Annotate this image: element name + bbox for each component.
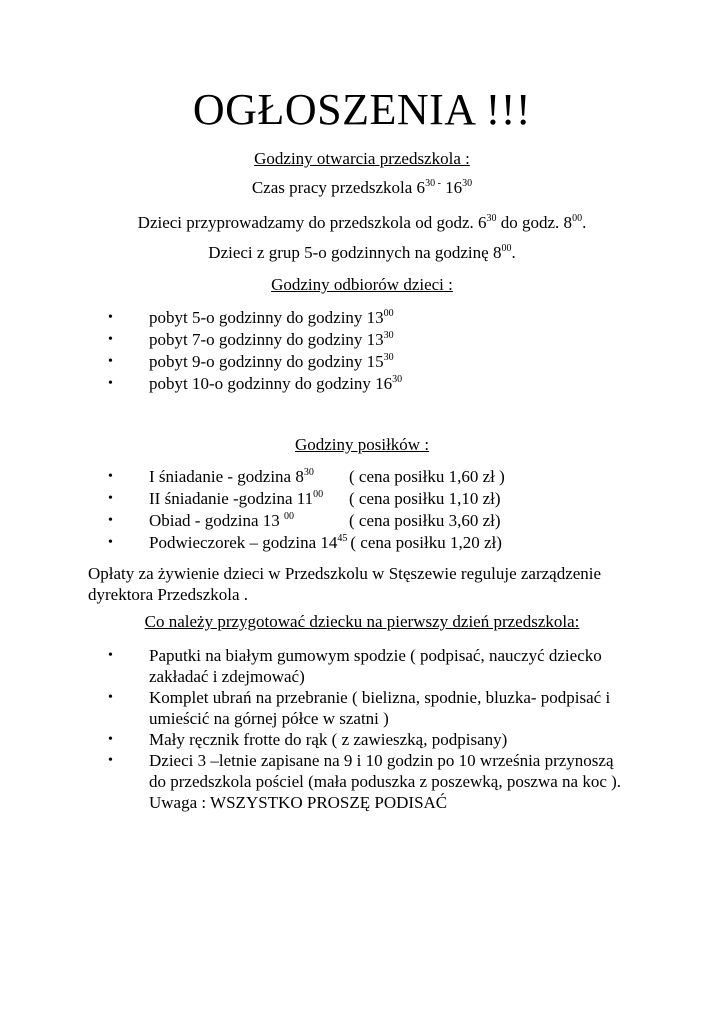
list-item xyxy=(108,532,505,554)
work-hours-sup-end: 30 xyxy=(462,178,473,189)
meal-sup: 00 xyxy=(284,511,295,522)
fees-note: Opłaty za żywienie dzieci w Przedszkolu w Stęszewie reguluje zarządzenie dyrektora Przedszkola . xyxy=(88,564,602,604)
meal-sup: 30 xyxy=(303,467,314,478)
list-item xyxy=(108,510,505,532)
list-item xyxy=(108,466,505,488)
bullet-icon: • xyxy=(108,491,113,506)
list-item xyxy=(108,729,628,750)
list-item xyxy=(108,750,628,813)
five-hour-line xyxy=(0,242,724,264)
pickup-item-sup: 30 xyxy=(383,352,394,363)
bullet-icon: • xyxy=(108,332,113,347)
meal-name xyxy=(149,510,349,532)
drop-off-sup-start: 30 xyxy=(486,213,497,224)
list-item xyxy=(108,373,402,395)
meal-sup: 45 xyxy=(337,533,348,544)
prepare-list xyxy=(108,645,628,813)
pickup-heading: Godziny odbiorów dzieci : xyxy=(271,275,453,294)
meal-text: II śniadanie -godzina 11 xyxy=(149,489,314,508)
prepare-item-text: Komplet ubrań na przebranie ( bielizna, spodnie, bluzka- podpisać i umieścić na górnej półce w szatni ) xyxy=(149,688,611,728)
meal-sup: 00 xyxy=(313,489,324,500)
list-item xyxy=(108,645,628,687)
list-item xyxy=(108,329,402,351)
bullet-icon: • xyxy=(108,648,113,663)
drop-off-text: Dzieci przyprowadzamy do przedszkola od godz. 6 xyxy=(137,213,487,232)
prepare-item-text: Paputki na białym gumowym spodzie ( podpisać, nauczyć dziecko zakładać i zdejmować) xyxy=(149,646,602,686)
pickup-item-text: pobyt 9-o godzinny do godziny 15 xyxy=(149,352,384,371)
work-hours-line xyxy=(0,177,724,199)
pickup-list xyxy=(108,307,402,395)
meal-price: ( cena posiłku 1,60 zł ) xyxy=(349,467,505,486)
list-item xyxy=(108,687,628,729)
bullet-icon: • xyxy=(108,753,113,768)
list-item xyxy=(108,307,402,329)
pickup-item-sup: 00 xyxy=(383,308,394,319)
meals-heading: Godziny posiłków : xyxy=(294,435,430,454)
bullet-icon: • xyxy=(108,732,113,747)
bullet-icon: • xyxy=(108,376,113,391)
meal-text: I śniadanie - godzina 8 xyxy=(149,467,304,486)
meal-name xyxy=(149,466,349,488)
pickup-item-text: pobyt 7-o godzinny do godziny 13 xyxy=(149,330,384,349)
prepare-note-text: Uwaga : WSZYSTKO PROSZĘ PODISAĆ xyxy=(149,793,448,812)
work-hours-text: Czas pracy przedszkola 6 xyxy=(251,178,426,197)
work-hours-mid: 16 xyxy=(440,178,463,197)
opening-hours-heading: Godziny otwarcia przedszkola : xyxy=(254,149,470,168)
drop-off-mid: do godz. 8 xyxy=(496,213,573,232)
prepare-heading: Co należy przygotować dziecku na pierwszy dzień przedszkola: xyxy=(144,612,580,631)
pickup-item-sup: 30 xyxy=(383,330,394,341)
meal-name xyxy=(149,488,349,510)
prepare-item-text: Mały ręcznik frotte do rąk ( z zawieszką, podpisany) xyxy=(149,730,508,749)
pickup-item-text: pobyt 5-o godzinny do godziny 13 xyxy=(149,308,384,327)
pickup-item-text: pobyt 10-o godzinny do godziny 16 xyxy=(149,374,393,393)
bullet-icon: • xyxy=(108,535,113,550)
list-item xyxy=(108,351,402,373)
meal-price: ( cena posiłku 3,60 zł) xyxy=(349,511,501,530)
drop-off-sup-end: 00 xyxy=(572,213,583,224)
meal-text: Obiad - godzina 13 xyxy=(149,511,285,530)
drop-off-line xyxy=(0,212,724,234)
bullet-icon: • xyxy=(108,469,113,484)
bullet-icon: • xyxy=(108,690,113,705)
drop-off-suffix: . xyxy=(582,213,587,232)
meal-price: ( cena posiłku 1,10 zł) xyxy=(349,489,501,508)
bullet-icon: • xyxy=(108,513,113,528)
bullet-icon: • xyxy=(108,310,113,325)
meal-price: ( cena posiłku 1,20 zł) xyxy=(350,533,502,552)
meal-text: Podwieczorek – godzina 14 xyxy=(149,533,338,552)
work-hours-sup-start: 30 - xyxy=(425,178,441,189)
five-hour-text: Dzieci z grup 5-o godzinnych na godzinę 8 xyxy=(208,243,502,262)
five-hour-sup: 00 xyxy=(501,243,512,254)
list-item xyxy=(108,488,505,510)
bullet-icon: • xyxy=(108,354,113,369)
prepare-item-text: Dzieci 3 –letnie zapisane na 9 i 10 godzin po 10 września przynoszą do przedszkola pościel (mała poduszka z poszewką, poszwa na koc ). xyxy=(149,751,622,791)
page-title: OGŁOSZENIA !!! xyxy=(192,85,532,134)
pickup-item-sup: 30 xyxy=(392,374,403,385)
five-hour-suffix: . xyxy=(511,243,516,262)
meals-list xyxy=(108,466,505,554)
